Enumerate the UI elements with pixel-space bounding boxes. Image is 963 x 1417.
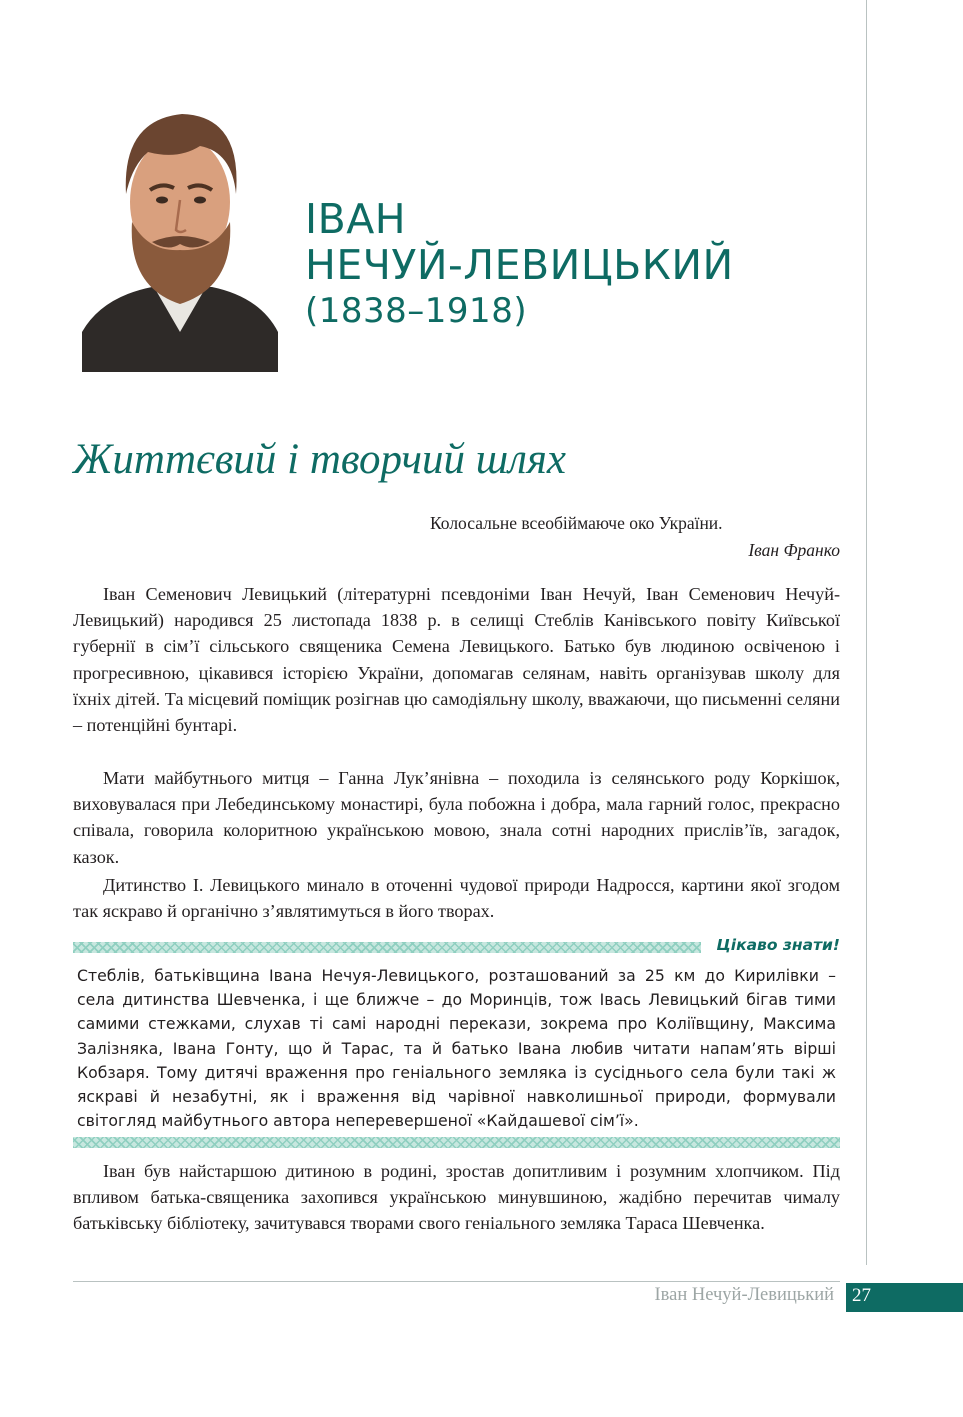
fact-box-bottom-band xyxy=(73,1137,840,1148)
title-years: (1838–1918) xyxy=(305,291,528,331)
section-title: Життєвий і творчий шлях xyxy=(73,436,566,483)
epigraph xyxy=(430,510,840,564)
author-portrait xyxy=(82,82,278,372)
page-number-box xyxy=(846,1283,963,1312)
fact-box-label: Цікаво знати! xyxy=(716,936,840,954)
body-paragraph: Іван був найстаршою дитиною в родині, зростав допитливим і розумним хлопчиком. Під впливом батька-священика захопився українською минувшиною, жадібно перечитав чималу батьківську бібліотеку, зачитувався творами свого геніального земляка Тараса Шевченка. xyxy=(73,1161,840,1234)
body-paragraph: Мати майбутнього митця – Ганна Лук’янівна – походила із селянського роду Коркішок, виховувалася при Лебединському монастирі, була побожна і добра, мала гарний голос, прекрасно співала, говорила колоритною українською мовою, знала сотні народних прислів’їв, загадок, казок. xyxy=(73,768,840,867)
running-title: Іван Нечуй-Левицький xyxy=(654,1285,834,1305)
margin-rule xyxy=(866,0,867,1265)
body-paragraph: Дитинство І. Левицького минало в оточенні чудової природи Надросся, картини якої згодом так яскраво й органічно з’являтимуться в його творах. xyxy=(73,875,840,922)
body-paragraph: Іван Семенович Левицький (літературні псевдоніми Іван Нечуй, Іван Семенович Нечуй-Левицький) народився 25 листопада 1838 р. в селищі Стеблів Канівського повіту Київської губернії в сім’ї сільського священика Семена Левицького. Батько був людиною освіченою і прогресивною, цікавився історією України, допомагав селянам, навіть організував школу для їхніх дітей. Та місцевий поміщик розігнав цю самодіяльну школу, вважаючи, що письменні селяни – потенційні бунтарі. xyxy=(73,584,840,736)
fact-box-text: Стеблів, батьківщина Івана Нечуя-Левицького, розташований за 25 км до Кирилівки – села дитинства Шевченка, і ще ближче – до Моринців, тож Івась Левицький бігав тими самими стежками, слухав ті самі народні перекази, зокрема про Коліївщину, Максима Залізняка, Івана Гонту, що й Тарас, та й батько Івана любив читати напам’ять вірші Кобзаря. Тому дитячі враження про геніального земляка із сусіднього села були такі ж яскраві й незабутні, як і враження від чарівної навколишньої природи, формували світогляд майбутнього автора неперевершеної «Кайдашевої сім’ї». xyxy=(77,966,836,1131)
fact-box-top-band xyxy=(73,942,701,953)
title-surname: НЕЧУЙ-ЛЕВИЦЬКИЙ xyxy=(305,241,734,289)
epigraph-quote: Колосальне всеобіймаюче око України. xyxy=(430,513,723,533)
footer-rule xyxy=(73,1281,840,1282)
epigraph-author: Іван Франко xyxy=(748,540,840,560)
author-title xyxy=(305,196,734,334)
page-number: 27 xyxy=(852,1285,871,1306)
title-first-name: ІВАН xyxy=(305,195,407,243)
